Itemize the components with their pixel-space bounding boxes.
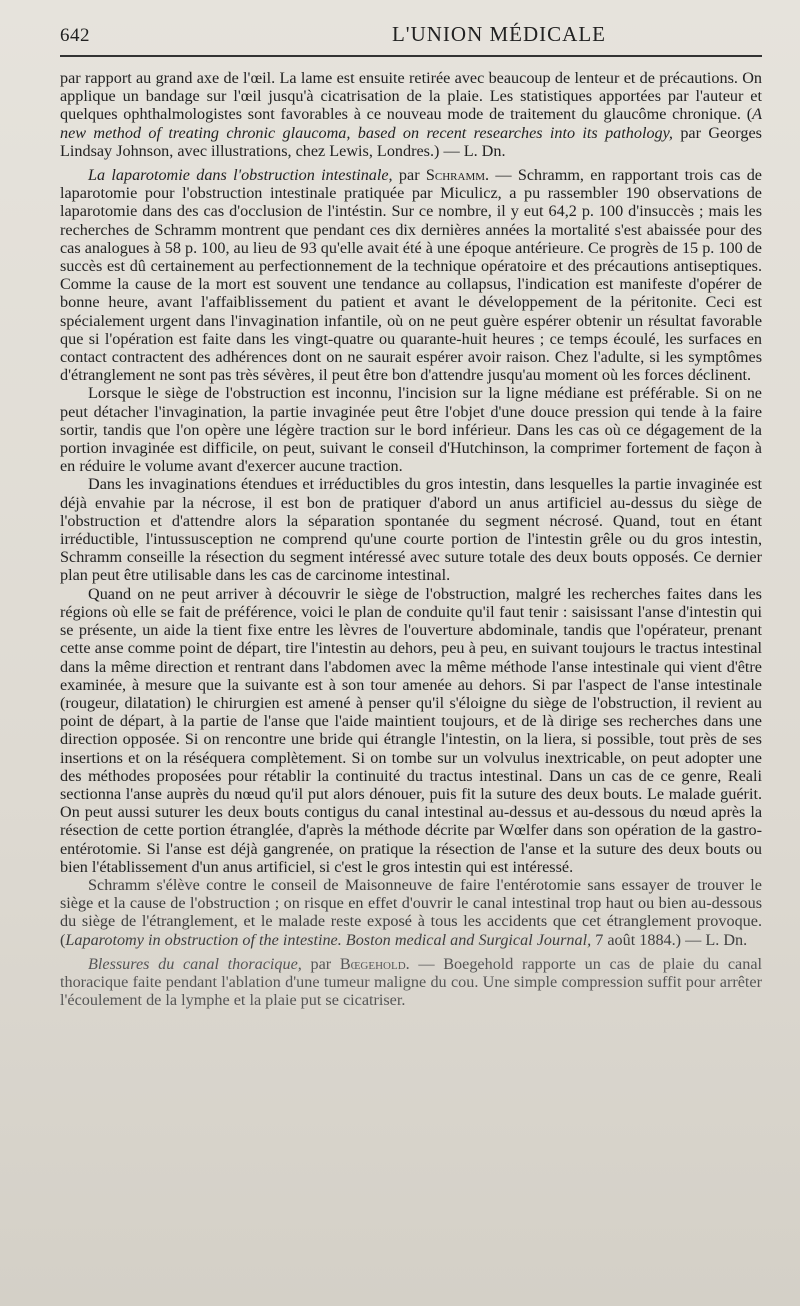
article-body (60, 69, 762, 1009)
paragraph-7-heading: Blessures du canal thoracique, (88, 954, 302, 973)
paragraph-7-author: Bœgehold (339, 954, 406, 973)
paragraph-2-author: Schramm (425, 166, 486, 185)
paragraph-2 (60, 166, 762, 384)
page-number: 642 (60, 25, 90, 46)
paragraph-6-text: Schramm s'élève contre le conseil de Maisonneuve de faire l'entérotomie sans essayer de trouver le siège et la cause de l'obstruction ; on risque en effet d'ouvrir le canal intestinal trop haut ou bien au-dessous du siège de l'étranglement, et le malade reste exposé à tous les accidents que cet étranglement provoque. ( (60, 875, 762, 949)
paragraph-7-by: par (301, 954, 340, 973)
paragraph-1-text: par rapport au grand axe de l'œil. La lame est ensuite retirée avec beaucoup de lenteur et de précautions. On applique un bandage sur l'œil jusqu'à cicatrisation de la plaie. Les statistiques apportées par l'auteur et quelques ophthalmologistes sont favorables à ce nouveau mode de traitement du glaucôme chronique. ( (60, 69, 762, 124)
paragraph-2-by: par (392, 166, 426, 185)
paragraph-3: Lorsque le siège de l'obstruction est inconnu, l'incision sur la ligne médiane est préférable. Si on ne peut détacher l'invagination, la partie invaginée peut être l'objet d'une douce pression qui tende à la faire sortir, tandis que l'on opère une légère traction sur le bord inférieur. Dans les cas où ce dégagement de la portion invaginée est difficile, on peut, suivant le conseil d'Hutchinson, la comprimer fortement de façon à en réduire le volume avant d'exercer aucune traction. (60, 384, 762, 476)
page-header (60, 22, 762, 47)
paragraph-1-citation-tail: par Georges Lindsay Johnson, avec illustrations, chez Lewis, Londres.) — L. Dn. (60, 123, 762, 160)
header-rule (60, 55, 762, 57)
paragraph-1 (60, 69, 762, 160)
paragraph-4: Dans les invaginations étendues et irréductibles du gros intestin, dans lesquelles la partie invaginée est déjà envahie par la nécrose, il est bon de pratiquer d'abord un anus artificiel au-dessus du siège de l'obstruction et d'attendre alors la séparation spontanée du segment nécrosé. Quand, tout en étant irréductible, l'intussusception ne comprend qu'une courte portion de l'intestin grêle ou du gros intestin, Schramm conseille la résection du segment intéressé avec suture totale des deux bouts opposés. Ce dernier plan peut être utilisable dans les cas de carcinome intestinal. (60, 475, 762, 585)
running-title: L'UNION MÉDICALE (391, 22, 606, 46)
paragraph-7-text: . — Boegehold rapporte un cas de plaie du canal thoracique faite pendant l'ablation d'une tumeur maligne du cou. Une simple compression suffit pour arrêter l'écoulement de la lymphe et la plaie put se cicatriser. (60, 954, 762, 1010)
paragraph-2-heading: La laparotomie dans l'obstruction intestinale, (88, 166, 393, 185)
paragraph-6-citation-tail: 7 août 1884.) — L. Dn. (591, 930, 748, 949)
paragraph-6-citation-title: Laparotomy in obstruction of the intestine. Boston medical and Surgical Journal, (65, 930, 592, 949)
paragraph-1-citation-title: A new method of treating chronic glaucoma, based on recent researches into its pathology, (60, 105, 762, 142)
paragraph-2-text: . — Schramm, en rapportant trois cas de laparotomie pour l'obstruction intestinale pratiquée par Miculicz, a pu rassembler 190 observations de laparotomie dans des cas d'occlusion de l'intéstin. Sur ce nombre, il y eut 64,2 p. 100 d'insuccès ; mais les recherches de Schramm montrent que pendant ces dix dernières années la mortalité s'est abaissée pour des cas analogues à 58 p. 100, au lieu de 93 qu'elle avait été à une époque antérieure. Ce progrès de 15 p. 100 de succès est dû certainement au perfectionnement de la technique opératoire et des précautions antiseptiques. Comme la cause de la mort est souvent une tendance au collapsus, l'indication est manifeste d'opérer de bonne heure, avant l'affaiblissement du patient et avant le développement de la péritonite. Ceci est spécialement urgent dans l'invagination infantile, où on ne peut guère espérer obtenir un résultat favorable que si l'opération est faite dans les vingt-quatre ou quarante-huit heures ; ce temps écoulé, les surfaces en contact contractent des adhérences dont on ne saurait espérer avoir raison. Chez l'adulte, si les symptômes d'étranglement ne sont pas très sévères, il peut être bon d'attendre jusqu'au moment où les forces déclinent. (60, 166, 762, 385)
paragraph-7 (60, 955, 762, 1010)
paragraph-5: Quand on ne peut arriver à découvrir le siège de l'obstruction, malgré les recherches faites dans les régions où elle se fait de préférence, voici le plan de conduite qu'il faut tenir : saisissant l'anse d'intestin qui se présente, un aide la tient fixe entre les lèvres de l'ouverture abdominale, tandis que l'opérateur, prenant cette anse comme point de départ, tire l'intestin au dehors, peu à peu, en suivant toujours le tractus intestinal dans la même direction et rentrant dans l'abdomen avec la même méthode l'anse intestinale qui vient d'être examinée, à mesure que la suivante est à son tour amenée au dehors. Si par l'aspect de l'anse intestinale (rougeur, dilatation) le chirurgien est amené à penser qu'il s'éloigne du siège de l'obstruction, il revient au point de départ, à la partie de l'anse que l'aide maintient toujours, et de là dirige ses recherches dans une direction opposée. Si on rencontre une bride qui étrangle l'intestin, on la liera, si possible, tout près de ses insertions et on la réséquera complètement. Si on tombe sur un volvulus inextricable, on peut adopter une des méthodes proposées pour rétablir la continuité du tractus intestinal. Dans un cas de ce genre, Reali sectionna l'anse auprès du nœud qu'il put alors dénouer, puis fit la suture des deux bouts. Le malade guérit. On peut aussi suturer les deux bouts contigus du canal intestinal au-dessus et au-dessous du nœud après la résection de cette portion étranglée, d'après la méthode décrite par Wœlfer dans son opération de la gastro-entérotomie. Si l'anse est déjà gangrenée, on pratique la résection de l'anse et la suture des deux bouts ou bien l'établissement d'un anus artificiel, si c'est le gros intestin qui est intéressé. (60, 584, 762, 876)
paragraph-6 (60, 876, 762, 949)
